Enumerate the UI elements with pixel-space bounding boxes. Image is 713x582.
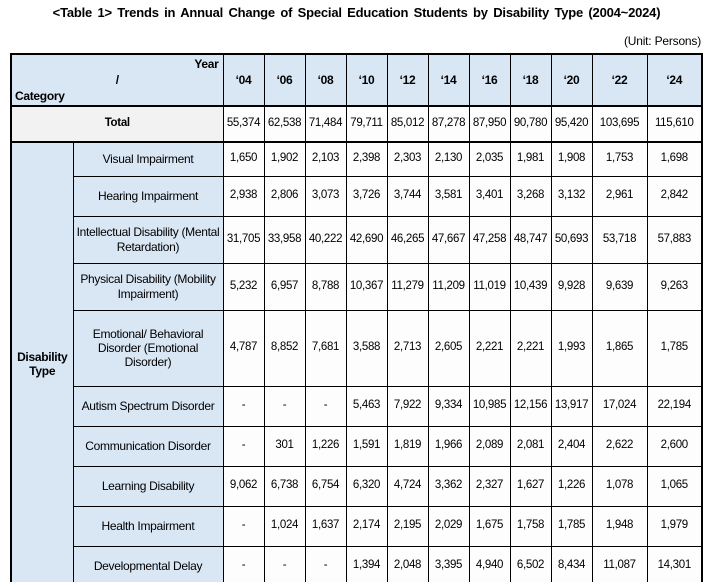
table-row [11,263,702,310]
value-cell: 2,035 [469,142,510,176]
value-cell: 2,089 [469,426,510,466]
value-cell: 12,156 [510,386,551,426]
value-cell: 11,279 [387,263,428,310]
value-cell: 1,650 [223,142,264,176]
total-value-cell: 87,950 [469,106,510,142]
value-cell: - [223,426,264,466]
value-cell: 5,463 [346,386,387,426]
row-label: Autism Spectrum Disorder [73,386,223,426]
value-cell: 1,993 [551,310,592,386]
value-cell: 47,667 [428,216,469,263]
total-value-cell: 62,538 [264,106,305,142]
value-cell: 42,690 [346,216,387,263]
value-cell: 7,681 [305,310,346,386]
table-row [11,142,702,176]
year-header: ‘12 [387,54,428,106]
value-cell: 3,268 [510,176,551,216]
total-row [11,106,702,142]
value-cell: 2,713 [387,310,428,386]
value-cell: 6,957 [264,263,305,310]
total-value-cell: 103,695 [592,106,647,142]
value-cell: 1,753 [592,142,647,176]
row-label: Developmental Delay [73,546,223,582]
value-cell: 17,024 [592,386,647,426]
value-cell: 3,395 [428,546,469,582]
value-cell: 8,434 [551,546,592,582]
value-cell: 1,966 [428,426,469,466]
value-cell: 1,637 [305,506,346,546]
value-cell: - [223,386,264,426]
value-cell: 3,132 [551,176,592,216]
table-row [11,466,702,506]
value-cell: 11,087 [592,546,647,582]
value-cell: 7,922 [387,386,428,426]
value-cell: 2,195 [387,506,428,546]
value-cell: 1,908 [551,142,592,176]
value-cell: 48,747 [510,216,551,263]
total-value-cell: 55,374 [223,106,264,142]
total-value-cell: 85,012 [387,106,428,142]
value-cell: 1,758 [510,506,551,546]
value-cell: 1,226 [551,466,592,506]
category-axis-label: Category [15,88,65,103]
value-cell: 14,301 [647,546,702,582]
value-cell: 2,174 [346,506,387,546]
value-cell: 4,724 [387,466,428,506]
value-cell: 3,588 [346,310,387,386]
year-header: ‘10 [346,54,387,106]
value-cell: 9,334 [428,386,469,426]
corner-divider: / [115,72,119,87]
trends-table [10,53,703,582]
value-cell: 9,928 [551,263,592,310]
value-cell: 2,103 [305,142,346,176]
value-cell: 1,627 [510,466,551,506]
value-cell: - [264,546,305,582]
row-label: Hearing Impairment [73,176,223,216]
table-row [11,426,702,466]
total-value-cell: 95,420 [551,106,592,142]
value-cell: 1,819 [387,426,428,466]
value-cell: 13,917 [551,386,592,426]
value-cell: 10,985 [469,386,510,426]
value-cell: 1,078 [592,466,647,506]
table-row [11,386,702,426]
row-label: Health Impairment [73,506,223,546]
value-cell: 22,194 [647,386,702,426]
year-header: ‘18 [510,54,551,106]
value-cell: 1,785 [647,310,702,386]
value-cell: 2,842 [647,176,702,216]
total-label: Total [11,106,223,142]
value-cell: 5,232 [223,263,264,310]
year-header: ‘16 [469,54,510,106]
total-value-cell: 87,278 [428,106,469,142]
value-cell: 1,226 [305,426,346,466]
header-row [11,54,702,106]
value-cell: 11,209 [428,263,469,310]
value-cell: 2,961 [592,176,647,216]
value-cell: 46,265 [387,216,428,263]
value-cell: 9,639 [592,263,647,310]
total-value-cell: 115,610 [647,106,702,142]
value-cell: 6,320 [346,466,387,506]
row-label: Emotional/ Behavioral Disorder (Emotional Disorder) [73,310,223,386]
row-label: Physical Disability (Mobility Impairment) [73,263,223,310]
value-cell: 2,806 [264,176,305,216]
value-cell: - [223,546,264,582]
table-row [11,506,702,546]
value-cell: 3,581 [428,176,469,216]
table-row [11,176,702,216]
value-cell: 8,852 [264,310,305,386]
value-cell: 33,958 [264,216,305,263]
value-cell: 6,738 [264,466,305,506]
value-cell: 10,439 [510,263,551,310]
table-row [11,310,702,386]
value-cell: 1,698 [647,142,702,176]
year-header: ‘24 [647,54,702,106]
row-label: Communication Disorder [73,426,223,466]
year-header: ‘08 [305,54,346,106]
table-row [11,546,702,582]
value-cell: 4,940 [469,546,510,582]
value-cell: 2,303 [387,142,428,176]
value-cell: 2,398 [346,142,387,176]
row-label: Visual Impairment [73,142,223,176]
value-cell: 3,401 [469,176,510,216]
value-cell: 4,787 [223,310,264,386]
value-cell: 2,081 [510,426,551,466]
total-value-cell: 79,711 [346,106,387,142]
value-cell: 301 [264,426,305,466]
value-cell: 31,705 [223,216,264,263]
value-cell: 3,073 [305,176,346,216]
value-cell: 2,221 [510,310,551,386]
value-cell: - [223,506,264,546]
value-cell: 50,693 [551,216,592,263]
year-header: ‘06 [264,54,305,106]
category-cell: Disability Type [11,142,73,582]
value-cell: 2,048 [387,546,428,582]
value-cell: 3,726 [346,176,387,216]
value-cell: 1,675 [469,506,510,546]
value-cell: 9,062 [223,466,264,506]
value-cell: 2,327 [469,466,510,506]
value-cell: 2,029 [428,506,469,546]
value-cell: 47,258 [469,216,510,263]
row-label: Learning Disability [73,466,223,506]
year-header: ‘22 [592,54,647,106]
value-cell: 1,785 [551,506,592,546]
value-cell: 3,744 [387,176,428,216]
value-cell: 9,263 [647,263,702,310]
year-header: ‘14 [428,54,469,106]
row-label: Intellectual Disability (Mental Retardation) [73,216,223,263]
value-cell: 2,404 [551,426,592,466]
unit-label: (Unit: Persons) [623,34,701,48]
value-cell: 10,367 [346,263,387,310]
value-cell: 1,591 [346,426,387,466]
value-cell: 2,938 [223,176,264,216]
value-cell: 2,622 [592,426,647,466]
value-cell: 1,865 [592,310,647,386]
value-cell: 3,362 [428,466,469,506]
value-cell: - [305,386,346,426]
value-cell: 6,754 [305,466,346,506]
value-cell: 2,600 [647,426,702,466]
value-cell: 40,222 [305,216,346,263]
value-cell: 1,394 [346,546,387,582]
value-cell: - [264,386,305,426]
year-header: ‘20 [551,54,592,106]
value-cell: 8,788 [305,263,346,310]
value-cell: 1,979 [647,506,702,546]
value-cell: 2,130 [428,142,469,176]
total-value-cell: 71,484 [305,106,346,142]
value-cell: - [305,546,346,582]
total-value-cell: 90,780 [510,106,551,142]
value-cell: 1,065 [647,466,702,506]
value-cell: 1,024 [264,506,305,546]
corner-cell [11,54,223,106]
year-axis-label: Year [194,57,219,71]
value-cell: 53,718 [592,216,647,263]
year-header: ‘04 [223,54,264,106]
value-cell: 2,221 [469,310,510,386]
table-title: <Table 1> Trends in Annual Change of Special Education Students by Disability Type (2004~2024) [52,5,661,20]
value-cell: 57,883 [647,216,702,263]
value-cell: 2,605 [428,310,469,386]
value-cell: 11,019 [469,263,510,310]
table-row [11,216,702,263]
value-cell: 1,948 [592,506,647,546]
value-cell: 1,981 [510,142,551,176]
value-cell: 1,902 [264,142,305,176]
value-cell: 6,502 [510,546,551,582]
